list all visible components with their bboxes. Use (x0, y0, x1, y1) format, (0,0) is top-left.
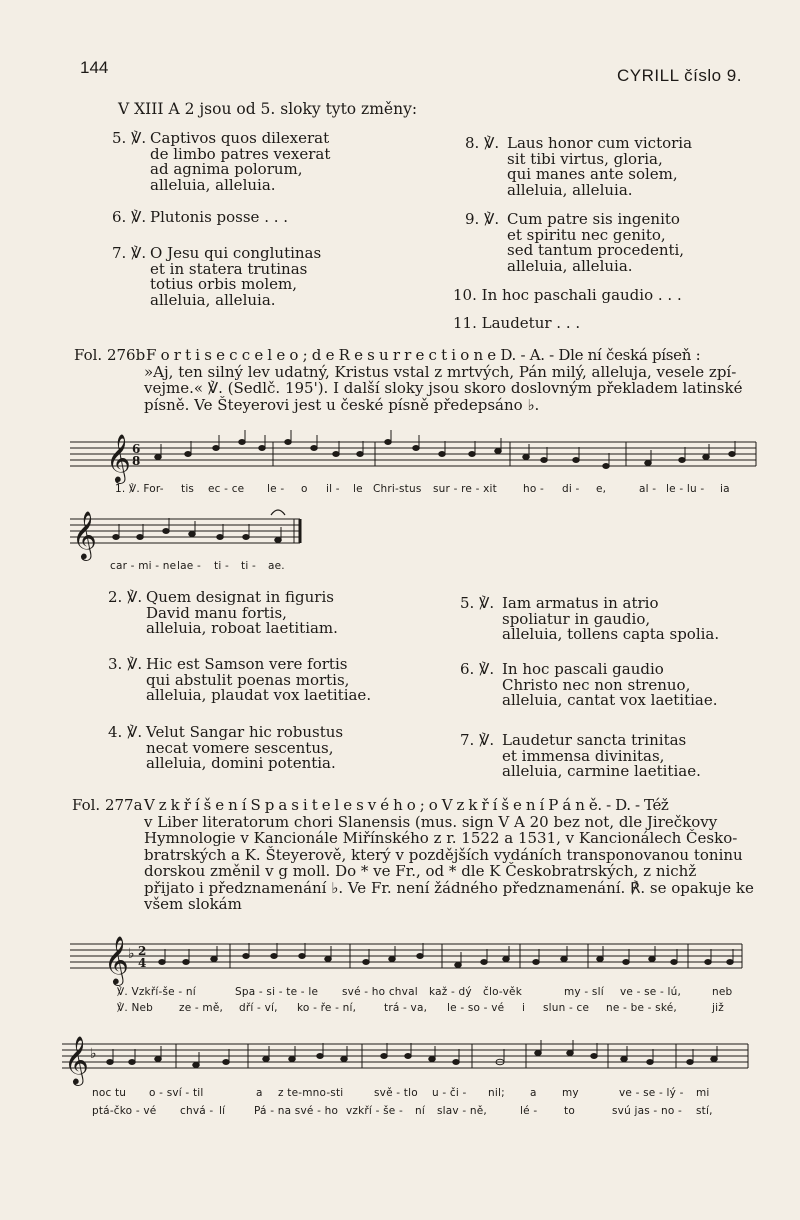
treble-clef-icon: 𝄞 (104, 935, 129, 984)
music-staff-2b (62, 1030, 762, 1090)
lyric-syllable: al - (639, 483, 657, 495)
lyric-syllable: vzkří - še - (346, 1105, 403, 1117)
time-signature: 6 (132, 442, 141, 456)
fol-277-line: bratrských a K. Šteyerově, který v pozdějších vydáních transponovanou toninu (144, 845, 743, 864)
flat-icon: ♭ (128, 946, 135, 962)
lyric-syllable: své - ho chval (342, 986, 418, 998)
fol-277-line: Hymnologie v Kancionále Miřínského z r. 1522 a 1531, v Kancionálech Česko- (144, 829, 738, 847)
lyric-syllable: e, (596, 483, 607, 495)
page-number: 144 (80, 58, 109, 77)
lyric-syllable: Pá - na své - ho (254, 1105, 339, 1117)
lyric-syllable: lé - (520, 1105, 538, 1117)
lyric-syllable: ne - be - ské, (606, 1002, 677, 1014)
lyric-syllable: ptá-čko - vé (92, 1105, 157, 1117)
fol-276-line: vejme.« ℣. (Sedlč. 195'). I další sloky jsou skoro doslovným překladem latinské (144, 379, 743, 397)
lyric-syllable: Spa - si - te - le (235, 986, 319, 998)
lyric-syllable: nil; (488, 1087, 505, 1099)
lyric-syllable: stí, (696, 1105, 713, 1117)
fol-277-line: všem slokám (144, 895, 242, 913)
lyric-syllable: ve - se - lý - (619, 1087, 684, 1099)
fol-276-paragraph (146, 347, 762, 413)
lyric-syllable: ec - ce (208, 483, 245, 495)
lyric-syllable: a (530, 1087, 537, 1099)
lyric-syllable: i (522, 1002, 526, 1014)
lyric-syllable: o - sví - til (149, 1087, 204, 1099)
lyric-syllable: neb (712, 986, 733, 998)
lyric-syllable: ae. (268, 560, 285, 572)
lyric-syllable: ho - (523, 483, 545, 495)
lyric-syllable: svú jas - no - (612, 1105, 682, 1117)
lyric-syllable: il - (326, 483, 340, 495)
fol-277-ref: Fol. 277a (72, 796, 143, 814)
lyric-syllable: ti - (241, 560, 256, 572)
lyric-syllable: slav - ně, (437, 1105, 487, 1117)
lyric-syllable: svě - tlo (374, 1087, 418, 1099)
lyric-syllable: le - so - vé (447, 1002, 505, 1014)
fol-276-line: »Aj, ten silný lev udatný, Kristus vstal z mrtvých, Pán milý, alleluja, vesele zpí- (144, 362, 737, 381)
fol-277-paragraph (144, 797, 764, 913)
lyric-syllable: kaž - dý (429, 986, 472, 998)
time-signature: 8 (132, 454, 141, 468)
lyric-syllable: lí (219, 1105, 226, 1117)
lyric-syllable: ze - mě, (179, 1002, 224, 1014)
lyric-syllable: ℣. Vzkří-še - ní (117, 986, 196, 998)
lyric-syllable: již (712, 1002, 724, 1014)
lyric-syllable: my - slí (564, 986, 604, 998)
lyric-syllable: ko - ře - ní, (297, 1002, 357, 1014)
lyric-syllable: tis (181, 483, 195, 495)
change-11: 11. Laudetur . . . (453, 314, 581, 332)
lyric-syllable: 1. ℣. For- (115, 483, 164, 495)
lyric-syllable: my (562, 1087, 579, 1099)
lyric-syllable: dří - ví, (239, 1002, 278, 1014)
lyric-syllable: sur - re - xit (433, 483, 497, 495)
lyric-syllable: le (353, 483, 363, 495)
intro-line: V XIII A 2 jsou od 5. sloky tyto změny: (118, 100, 418, 118)
lyric-syllable: lae - (177, 560, 201, 572)
fermata-icon (271, 510, 285, 515)
fol-277-line: v Liber literatorum chori Slanensis (mus. sign V A 20 bez not, dle Jirečkovy (144, 812, 718, 831)
lyric-syllable: a (256, 1087, 263, 1099)
lyric-syllable: ia (720, 483, 730, 495)
running-title: CYRILL číslo 9. (617, 66, 742, 85)
music-staff-2a (70, 930, 770, 990)
treble-clef-icon: 𝄞 (106, 433, 131, 482)
treble-clef-icon: 𝄞 (72, 510, 97, 559)
lyric-syllable: chvá - (180, 1105, 214, 1117)
lyric-syllable: noc tu (92, 1087, 127, 1099)
time-signature: 4 (138, 956, 147, 970)
lyric-syllable: trá - va, (384, 1002, 428, 1014)
lyric-syllable: car - mi - ne (110, 560, 177, 572)
music-staff-1b (70, 505, 330, 565)
lyric-syllable: to (564, 1105, 575, 1117)
lyric-syllable: ní (415, 1105, 425, 1117)
fol-276-ref: Fol. 276b (74, 346, 146, 364)
lyric-syllable: o (301, 483, 308, 495)
fol-276-line: F o r t i s e c c e l e o ; d e R e s u r r e c t i o n e D. - A. - Dle ní česká píseň : (146, 346, 701, 364)
lyric-syllable: člo-věk (483, 986, 522, 998)
fol-277-line: V z k ř í š e n í S p a s i t e l e s v é h o ; o V z k ř í š e n í P á n ě. - D. - Též (144, 796, 669, 814)
change-10: 10. In hoc paschali gaudio . . . (453, 286, 682, 304)
lyric-syllable: slun - ce (543, 1002, 590, 1014)
lyric-syllable: mi (696, 1087, 710, 1099)
lyric-syllable: le - lu - (666, 483, 705, 495)
lyric-syllable: di - (562, 483, 580, 495)
fol-276-line: písně. Ve Šteyerovi jest u české písně předepsáno ♭. (144, 395, 540, 414)
lyric-syllable: le - (267, 483, 285, 495)
fol-277-line: přijato i předznamenání ♭. Ve Fr. není žádného předznamenání. ℟. se opakuje ke (144, 878, 754, 897)
lyric-syllable: u - či - (432, 1087, 467, 1099)
lyric-syllable: ti - (214, 560, 229, 572)
lyric-syllable: z te-mno-sti (278, 1087, 344, 1099)
treble-clef-icon: 𝄞 (64, 1035, 89, 1084)
music-staff-1a (70, 428, 770, 488)
lyric-syllable: ve - se - lú, (620, 986, 682, 998)
lyric-syllable: Chri-stus (373, 483, 422, 495)
fol-277-line: dorskou změnil v g moll. Do * ve Fr., od * dle K Českobratrských, z nichž (144, 862, 697, 880)
lyric-syllable: ℣. Neb (117, 1002, 154, 1014)
flat-icon: ♭ (90, 1046, 97, 1062)
time-signature: 2 (138, 944, 147, 958)
